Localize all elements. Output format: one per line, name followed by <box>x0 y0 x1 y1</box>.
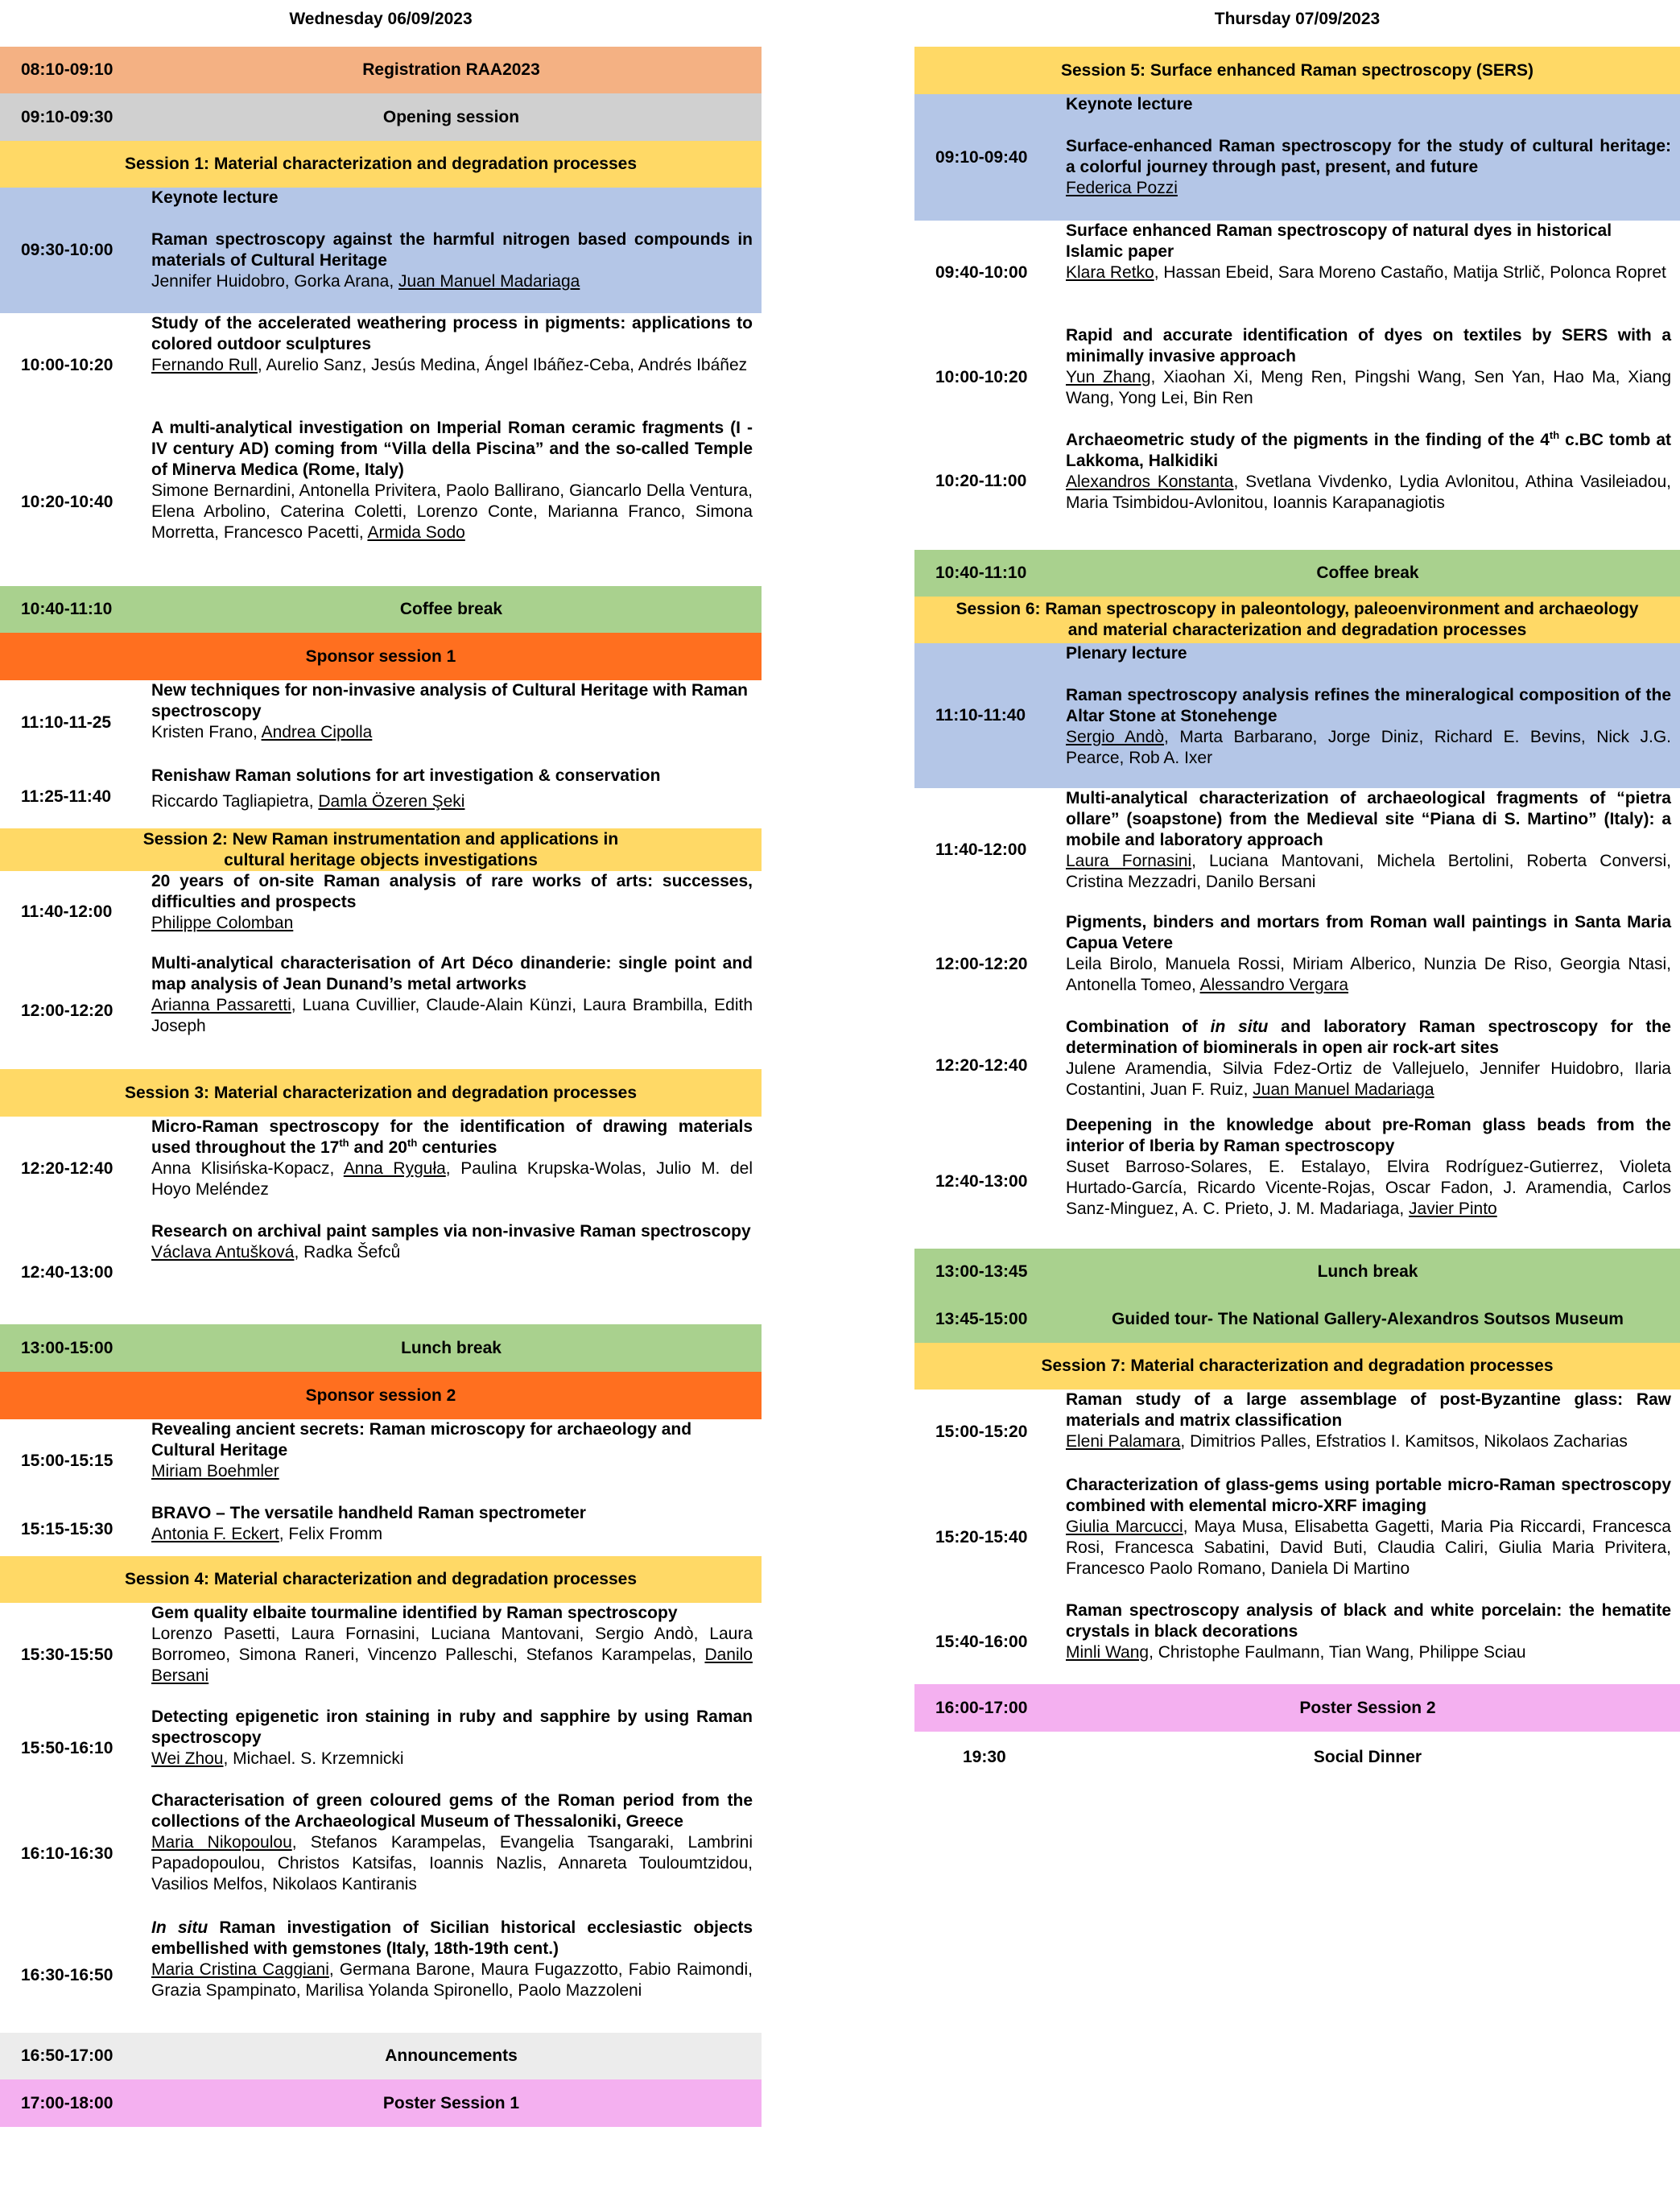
title-sup: th <box>407 1137 418 1149</box>
talk-presenter: Federica Pozzi <box>1066 179 1178 197</box>
session-title: Sponsor session 2 <box>305 1385 456 1405</box>
row-time: 13:45-15:00 <box>935 1309 1028 1328</box>
talk-body <box>151 1221 762 1263</box>
talk-presenter: Antonia F. Eckert <box>151 1525 279 1543</box>
row-time: 12:00-12:20 <box>21 1001 114 1020</box>
talk-body <box>1066 788 1680 893</box>
talk-row <box>914 788 1680 912</box>
row-label: Lunch break <box>1317 1262 1418 1281</box>
talk-title: Rapid and accurate identification of dyes on textiles by SERS with a minimally invasive approach <box>1066 326 1671 365</box>
talk-title: Multi-analytical characterisation of Art Déco dinanderie: single point and map analysis of Jean Dunand’s metal artworks <box>151 954 753 993</box>
talk-body <box>151 313 762 376</box>
talk-body <box>151 1419 762 1482</box>
talk-row <box>914 1475 1680 1600</box>
talk-presenter: Klara Retko <box>1066 263 1154 282</box>
sponsor-session-1-header <box>0 633 762 680</box>
talk-row <box>0 871 762 953</box>
talk-authors: Anna Klisińska-Kopacz, <box>151 1159 344 1178</box>
talk-presenter: Miriam Boehmler <box>151 1462 279 1480</box>
talk-title: Research on archival paint samples via non-invasive Raman spectroscopy <box>151 1222 751 1241</box>
talk-row <box>0 418 762 586</box>
row-time: 19:30 <box>963 1748 1006 1766</box>
row-label: Announcements <box>385 2046 518 2065</box>
row-time: 16:30-16:50 <box>21 1965 114 1984</box>
title-italic: in situ <box>1210 1018 1269 1036</box>
row-time: 09:10-09:40 <box>935 147 1028 167</box>
talk-row <box>0 313 762 418</box>
plenary-row <box>914 643 1680 788</box>
talk-authors: , Luciana Mantovani, Michela Bertolini, Roberta Conversi, Cristina Mezzadri, Danilo Bersani <box>1066 852 1671 891</box>
talk-row <box>0 680 762 766</box>
row-time: 11:25-11:40 <box>21 787 112 806</box>
talk-body <box>1066 430 1680 514</box>
talk-body <box>1066 325 1680 409</box>
row-time: 15:40-16:00 <box>935 1633 1028 1651</box>
row-time: 12:40-13:00 <box>21 1263 114 1282</box>
row-time: 08:10-09:10 <box>21 60 114 79</box>
talk-presenter: Giulia Marcucci <box>1066 1518 1183 1536</box>
talk-presenter: Alexandros Konstanta <box>1066 473 1234 491</box>
title-sup: th <box>1549 429 1560 441</box>
row-time: 15:00-15:20 <box>935 1423 1028 1441</box>
session-title-line-2: and material characterization and degradation processes <box>1067 621 1527 639</box>
talk-body <box>151 1707 762 1769</box>
talk-authors: Simone Bernardini, Antonella Privitera, Paolo Ballirano, Giancarlo Della Ventura, Elena Arbolino, Caterina Coletti, Lorenzo Conte, Marianna Franco, Simona Morretta, Francesco Pacetti, <box>151 481 753 542</box>
row-time: 16:00-17:00 <box>935 1698 1028 1717</box>
row-label: Social Dinner <box>1313 1748 1422 1766</box>
social-dinner-row <box>914 1732 1680 1783</box>
session-title-line-1: Session 6: Raman spectroscopy in paleontology, paleoenvironment and archaeology <box>956 600 1639 618</box>
title-sup: th <box>339 1137 349 1149</box>
guided-tour-row <box>914 1295 1680 1343</box>
talk-authors: , Felix Fromm <box>279 1525 383 1543</box>
row-time: 09:10-09:30 <box>21 107 114 126</box>
talk-title: A multi-analytical investigation on Imperial Roman ceramic fragments (I - IV century AD) coming from “Villa della Piscina” and the so-called Temple of Minerva Medica (Rome, Italy) <box>151 419 753 479</box>
talk-presenter: Laura Fornasini <box>1066 852 1192 870</box>
row-label: Coffee break <box>399 600 503 618</box>
talk-row <box>0 1603 762 1707</box>
row-time: 11:40-12:00 <box>21 902 113 921</box>
row-time: 10:00-10:20 <box>935 368 1028 386</box>
thursday-schedule <box>914 47 1680 1783</box>
talk-title <box>1066 1017 1671 1059</box>
row-time: 13:00-15:00 <box>21 1338 114 1357</box>
talk-title: 20 years of on-site Raman analysis of rare works of arts: successes, difficulties and prospects <box>151 872 753 911</box>
talk-authors: , Marta Barbarano, Jorge Diniz, Richard E. Bevins, Nick J.G. Pearce, Rob A. Ixer <box>1066 728 1671 767</box>
talk-authors: , Dimitrios Palles, Efstratios I. Kamitsos, Nikolaos Zacharias <box>1180 1432 1628 1451</box>
talk-title: Characterisation of green coloured gems of the Roman period from the collections of the Archaeological Museum of Thessaloniki, Greece <box>151 1791 753 1831</box>
session-title: Sponsor session 1 <box>305 646 456 666</box>
row-time: 15:15-15:30 <box>21 1520 114 1538</box>
row-label: Poster Session 1 <box>382 2093 520 2112</box>
talk-title: Raman spectroscopy analysis of black and white porcelain: the hematite crystals in black decorations <box>1066 1601 1671 1641</box>
talk-presenter: Sergio Andò <box>1066 728 1165 746</box>
talk-row <box>0 1419 762 1503</box>
talk-authors: Kristen Frano, <box>151 723 262 741</box>
keynote-row <box>0 188 762 313</box>
talk-body <box>1066 1475 1680 1580</box>
talk-body <box>1066 94 1680 199</box>
talk-row <box>0 953 762 1069</box>
session-title: Session 7: Material characterization and degradation processes <box>1041 1357 1554 1375</box>
talk-row <box>914 221 1680 325</box>
row-time: 16:10-16:30 <box>21 1844 114 1863</box>
talk-presenter: Andrea Cipolla <box>261 723 373 741</box>
session-title-line-1: Session 2: New Raman instrumentation and applications in <box>142 829 619 849</box>
talk-presenter: Yun Zhang <box>1066 368 1151 386</box>
talk-presenter: Anna Ryguła <box>343 1159 446 1178</box>
coffee-break-row <box>914 550 1680 597</box>
title-italic: In situ <box>151 1918 208 1937</box>
talk-body <box>1066 1017 1680 1100</box>
talk-title: New techniques for non-invasive analysis of Cultural Heritage with Raman spectroscopy <box>151 681 748 721</box>
day-title-wednesday: Wednesday 06/09/2023 <box>289 10 473 28</box>
session-3-header <box>0 1069 762 1117</box>
talk-authors: , Germana Barone, Maura Fugazzotto, Fabio Raimondi, Grazia Spampinato, Marilisa Yolanda Spironello, Paolo Mazzoleni <box>151 1960 753 2000</box>
title-part: Archaeometric study of the pigments in the finding of the 4 <box>1066 431 1550 449</box>
registration-row <box>0 47 762 93</box>
talk-row <box>0 1503 762 1556</box>
talk-authors: Suset Barroso-Solares, E. Estalayo, Elvira Rodríguez-Gutierrez, Violeta Hurtado-García, Ricardo Vicente-Rojas, Oscar Fadon, J. Aramendia, Carlos Sanz-Minguez, A. C. Prieto, J. M. Madariaga, <box>1066 1158 1671 1218</box>
row-time: 09:30-10:00 <box>21 241 114 259</box>
talk-title: Study of the accelerated weathering process in pigments: applications to colored outdoor sculptures <box>151 314 753 353</box>
talk-body <box>151 953 762 1037</box>
row-time: 10:00-10:20 <box>21 356 114 374</box>
day-title-thursday: Thursday 07/09/2023 <box>1214 10 1381 28</box>
sponsor-session-2-header <box>0 1372 762 1419</box>
talk-row <box>0 1707 762 1790</box>
talk-body <box>151 680 762 743</box>
coffee-break-row <box>0 586 762 633</box>
row-time: 11:10-11:40 <box>935 706 1026 725</box>
session-title: Session 3: Material characterization and degradation processes <box>124 1083 638 1102</box>
row-time: 09:40-10:00 <box>935 263 1028 282</box>
row-label: Guided tour- The National Gallery-Alexandros Soutsos Museum <box>1112 1309 1624 1328</box>
row-time: 10:40-11:10 <box>21 600 113 618</box>
talk-presenter: Arianna Passaretti <box>151 996 291 1014</box>
talk-row <box>0 1117 762 1221</box>
talk-authors: Leila Birolo, Manuela Rossi, Miriam Alberico, Nunzia De Riso, Georgia Ntasi, Antonella Tomeo, <box>1066 955 1671 994</box>
talk-presenter: Javier Pinto <box>1409 1200 1497 1218</box>
talk-presenter: Václava Antušková <box>151 1243 295 1262</box>
poster-session-2-row <box>914 1684 1680 1732</box>
row-time: 11:40-12:00 <box>935 840 1027 859</box>
session-2-header <box>0 828 762 871</box>
talk-row <box>0 1790 762 1918</box>
session-1-header <box>0 141 762 188</box>
talk-title: Raman spectroscopy analysis refines the mineralogical composition of the Altar Stone at Stonehenge <box>1066 686 1671 725</box>
talk-title: Pigments, binders and mortars from Roman wall paintings in Santa Maria Capua Vetere <box>1066 913 1671 952</box>
row-time: 10:20-11:00 <box>935 472 1027 490</box>
title-part: Raman investigation of Sicilian historical ecclesiastic objects embellished with gemstones (Italy, 18th-19th cent.) <box>151 1918 753 1958</box>
title-part: c.BC tomb at Lakkoma, Halkidiki <box>1066 431 1671 470</box>
talk-title: Gem quality elbaite tourmaline identified by Raman spectroscopy <box>151 1604 678 1622</box>
row-time: 12:20-12:40 <box>21 1159 114 1178</box>
talk-presenter: Alessandro Vergara <box>1199 976 1349 994</box>
talk-presenter: Armida Sodo <box>367 523 465 542</box>
talk-presenter: Danilo Bersani <box>151 1646 753 1685</box>
row-time: 12:20-12:40 <box>935 1056 1028 1075</box>
talk-body <box>1066 912 1680 996</box>
row-time: 16:50-17:00 <box>21 2046 114 2065</box>
row-time: 15:30-15:50 <box>21 1645 114 1664</box>
talk-title: Renishaw Raman solutions for art investigation & conservation <box>151 766 661 785</box>
talk-title: Raman spectroscopy against the harmful nitrogen based compounds in materials of Cultural Heritage <box>151 230 753 270</box>
talk-title: Surface enhanced Raman spectroscopy of natural dyes in historical Islamic paper <box>1066 221 1612 261</box>
talk-authors: , Aurelio Sanz, Jesús Medina, Ángel Ibáñez-Ceba, Andrés Ibáñez <box>257 356 748 374</box>
talk-presenter: Fernando Rull <box>151 356 258 374</box>
session-7-header <box>914 1343 1680 1390</box>
row-time: 11:10-11-25 <box>21 713 112 732</box>
talk-row <box>0 1221 762 1324</box>
talk-authors: , Paulina Krupska-Wolas, Julio M. del Hoyo Meléndez <box>151 1159 753 1199</box>
talk-body <box>151 1603 762 1687</box>
announcements-row <box>0 2033 762 2079</box>
row-time: 15:20-15:40 <box>935 1528 1028 1546</box>
talk-title: Raman study of a large assemblage of post-Byzantine glass: Raw materials and matrix classification <box>1066 1390 1671 1430</box>
row-time: 10:20-10:40 <box>21 492 114 511</box>
talk-row <box>914 1390 1680 1475</box>
talk-presenter: Philippe Colomban <box>151 914 294 932</box>
talk-body <box>151 1503 762 1545</box>
talk-presenter: Wei Zhou <box>151 1749 224 1768</box>
session-title: Session 5: Surface enhanced Raman spectroscopy (SERS) <box>1060 60 1534 80</box>
session-title: Session 1: Material characterization and degradation processes <box>124 155 638 173</box>
talk-title: Revealing ancient secrets: Raman microscopy for archaeology and Cultural Heritage <box>151 1420 692 1460</box>
talk-body <box>151 188 762 292</box>
row-label: Registration RAA2023 <box>362 60 540 79</box>
talk-body <box>151 1117 762 1200</box>
title-part: and 20 <box>349 1138 407 1157</box>
lunch-break-row <box>0 1324 762 1372</box>
talk-row <box>914 1017 1680 1115</box>
talk-authors: , Luana Cuvillier, Claude-Alain Künzi, Laura Brambilla, Edith Joseph <box>151 996 753 1035</box>
lunch-break-row <box>914 1249 1680 1295</box>
session-5-header <box>914 47 1680 94</box>
opening-row <box>0 93 762 141</box>
talk-body <box>151 1918 762 2001</box>
talk-authors: , Radka Šefců <box>294 1243 401 1262</box>
row-label: Poster Session 2 <box>1299 1698 1436 1717</box>
talk-authors: Lorenzo Pasetti, Laura Fornasini, Luciana Mantovani, Sergio Andò, Laura Borromeo, Simona Raneri, Vincenzo Palleschi, Stefanos Karampelas, <box>151 1625 753 1664</box>
talk-title <box>151 1117 753 1158</box>
row-label: Coffee break <box>1316 564 1419 582</box>
talk-body <box>151 871 762 934</box>
title-part: and laboratory Raman spectroscopy for the determination of biominerals in open air rock-art sites <box>1066 1018 1671 1057</box>
title-part: Micro-Raman spectroscopy for the identification of drawing materials used throughout the 17 <box>151 1117 753 1157</box>
talk-presenter: Maria Nikopoulou <box>151 1833 292 1852</box>
talk-presenter: Minli Wang <box>1066 1643 1150 1662</box>
session-6-header <box>914 597 1680 643</box>
talk-body <box>1066 643 1680 769</box>
talk-body <box>1066 221 1680 283</box>
talk-title <box>151 1918 753 1959</box>
row-time: 15:50-16:10 <box>21 1739 114 1757</box>
talk-body <box>1066 1115 1680 1220</box>
talk-row <box>914 1600 1680 1684</box>
row-label: Opening session <box>382 107 520 126</box>
talk-authors: Julene Aramendia, Silvia Fdez-Ortiz de Vallejuelo, Jennifer Huidobro, Ilaria Costantini, Juan F. Ruiz, <box>1066 1059 1671 1099</box>
wednesday-schedule <box>0 47 762 2127</box>
talk-authors: , Hassan Ebeid, Sara Moreno Castaño, Matija Strlič, Polonca Ropret <box>1154 263 1666 282</box>
talk-kind: Plenary lecture <box>1066 644 1187 663</box>
row-time: 12:00-12:20 <box>935 955 1028 973</box>
talk-authors: , Michael. S. Krzemnicki <box>223 1749 404 1768</box>
talk-authors: , Christophe Faulmann, Tian Wang, Philippe Sciau <box>1149 1643 1526 1662</box>
talk-authors: Riccardo Tagliapietra, <box>151 792 319 811</box>
talk-body <box>1066 1600 1680 1663</box>
session-title: Session 4: Material characterization and degradation processes <box>124 1570 638 1588</box>
talk-kind: Keynote lecture <box>1066 95 1193 114</box>
talk-authors: Jennifer Huidobro, Gorka Arana, <box>151 272 399 291</box>
talk-presenter: Maria Cristina Caggiani <box>151 1960 329 1979</box>
talk-row <box>914 1115 1680 1249</box>
talk-authors: , Xiaohan Xi, Meng Ren, Pingshi Wang, Sen Yan, Hao Ma, Xiang Wang, Yong Lei, Bin Ren <box>1066 368 1671 407</box>
talk-title: Multi-analytical characterization of archaeological fragments of “pietra ollare” (soapstone) from the Medieval site “Piana di S. Martino” (Italy): a mobile and laboratory approach <box>1066 789 1671 849</box>
talk-kind: Keynote lecture <box>151 188 279 207</box>
talk-title <box>1066 430 1671 472</box>
talk-row <box>914 430 1680 550</box>
talk-presenter: Damla Özeren Şeki <box>318 792 465 811</box>
session-4-header <box>0 1556 762 1603</box>
row-time: 12:40-13:00 <box>935 1172 1028 1191</box>
talk-title: Deepening in the knowledge about pre-Roman glass beads from the interior of Iberia by Raman spectroscopy <box>1066 1116 1671 1155</box>
talk-row <box>914 325 1680 430</box>
talk-title: Surface-enhanced Raman spectroscopy for the study of cultural heritage: a colorful journey through past, present, and future <box>1066 137 1671 176</box>
talk-body <box>151 766 762 812</box>
row-time: 17:00-18:00 <box>21 2093 114 2112</box>
talk-title: BRAVO – The versatile handheld Raman spectrometer <box>151 1504 586 1522</box>
talk-title: Detecting epigenetic iron staining in ruby and sapphire by using Raman spectroscopy <box>151 1708 753 1747</box>
title-part: centuries <box>417 1138 497 1157</box>
session-title-line-2: cultural heritage objects investigations <box>224 850 538 869</box>
talk-row <box>0 1918 762 2033</box>
talk-presenter: Juan Manuel Madariaga <box>1253 1080 1434 1099</box>
title-part: Combination of <box>1066 1018 1211 1036</box>
keynote-row <box>914 94 1680 221</box>
row-label: Lunch break <box>401 1338 502 1357</box>
talk-row <box>0 766 762 828</box>
row-time: 10:40-11:10 <box>935 564 1027 582</box>
row-time: 15:00-15:15 <box>21 1452 114 1470</box>
poster-session-1-row <box>0 2079 762 2127</box>
talk-presenter: Juan Manuel Madariaga <box>398 272 580 291</box>
row-time: 13:00-13:45 <box>935 1262 1028 1281</box>
talk-title: Characterization of glass-gems using portable micro-Raman spectroscopy combined with elemental micro-XRF imaging <box>1066 1476 1671 1515</box>
talk-authors: , Stefanos Karampelas, Evangelia Tsangaraki, Lambrini Papadopoulou, Christos Katsifas, Ioannis Nazlis, Annareta Touloumtzidou, Vasilios Melfos, Nikolaos Kantiranis <box>151 1833 753 1893</box>
talk-authors: , Maya Musa, Elisabetta Gagetti, Maria Pia Riccardi, Francesca Rosi, Francesca Sabatini, David Buti, Claudia Caliri, Giulia Maria Privitera, Francesco Paolo Romano, Daniela Di Martino <box>1066 1518 1671 1578</box>
talk-presenter: Eleni Palamara <box>1066 1432 1181 1451</box>
talk-row <box>914 912 1680 1017</box>
talk-body <box>151 1790 762 1895</box>
talk-body <box>151 418 762 543</box>
talk-body <box>1066 1390 1680 1452</box>
talk-authors: , Svetlana Vivdenko, Lydia Avlonitou, Athina Vasileiadou, Maria Tsimbidou-Avlonitou, Ioannis Karapanagiotis <box>1066 473 1671 512</box>
